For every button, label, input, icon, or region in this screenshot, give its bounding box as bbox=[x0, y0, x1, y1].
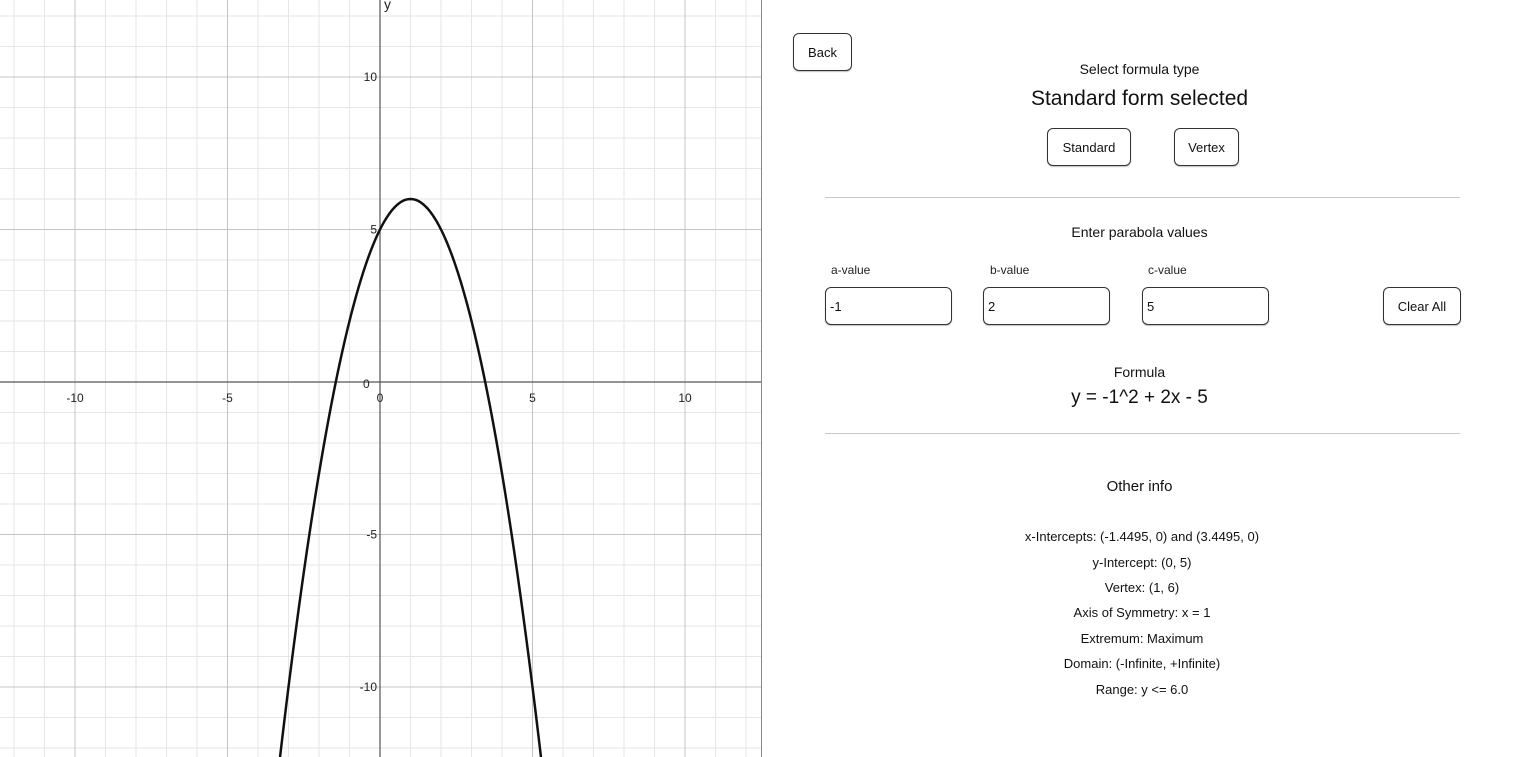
x-tick-label: 10 bbox=[678, 391, 692, 405]
selected-form-text: Standard form selected bbox=[1030, 87, 1249, 110]
y-tick-label: 10 bbox=[363, 70, 377, 84]
axis-of-symmetry-text: Axis of Symmetry: x = 1 bbox=[1073, 605, 1211, 620]
c-value-input[interactable] bbox=[1142, 287, 1269, 325]
select-formula-title: Select formula type bbox=[1079, 61, 1200, 77]
b-value-label: b-value bbox=[990, 263, 1030, 277]
a-value-input[interactable] bbox=[825, 287, 952, 325]
x-tick-label: 0 bbox=[376, 391, 384, 405]
x-tick-label: -5 bbox=[222, 391, 233, 405]
a-value-label: a-value bbox=[831, 263, 871, 277]
b-value-input[interactable] bbox=[983, 287, 1110, 325]
extremum-text: Extremum: Maximum bbox=[1080, 631, 1204, 646]
formula-text: y = -1^2 + 2x - 5 bbox=[1071, 387, 1208, 408]
standard-button[interactable]: Standard bbox=[1047, 128, 1131, 166]
clear-all-button[interactable]: Clear All bbox=[1383, 287, 1461, 325]
y-tick-label: -10 bbox=[359, 680, 377, 694]
c-value-label: c-value bbox=[1148, 263, 1187, 277]
domain-text: Domain: (-Infinite, +Infinite) bbox=[1063, 656, 1221, 671]
y-axis-label: y bbox=[384, 0, 391, 12]
range-text: Range: y <= 6.0 bbox=[1095, 682, 1189, 697]
x-tick-label: 5 bbox=[529, 391, 536, 405]
y-intercept-text: y-Intercept: (0, 5) bbox=[1092, 555, 1192, 570]
origin-tick-label: 0 bbox=[363, 377, 370, 391]
vertex-button[interactable]: Vertex bbox=[1174, 128, 1239, 166]
control-panel bbox=[762, 0, 1517, 757]
enter-values-title: Enter parabola values bbox=[1071, 224, 1208, 240]
back-button[interactable]: Back bbox=[793, 33, 852, 71]
other-info-title: Other info bbox=[1106, 478, 1173, 495]
formula-title: Formula bbox=[1113, 364, 1166, 380]
divider-top bbox=[825, 197, 1460, 198]
y-tick-label: 5 bbox=[370, 222, 377, 237]
x-intercepts-text: x-Intercepts: (-1.4495, 0) and (3.4495, 0) bbox=[1024, 529, 1260, 544]
vertex-text: Vertex: (1, 6) bbox=[1104, 580, 1180, 595]
y-tick-label: -5 bbox=[366, 527, 377, 542]
divider-bottom bbox=[825, 433, 1460, 434]
x-tick-label: -10 bbox=[66, 391, 84, 405]
